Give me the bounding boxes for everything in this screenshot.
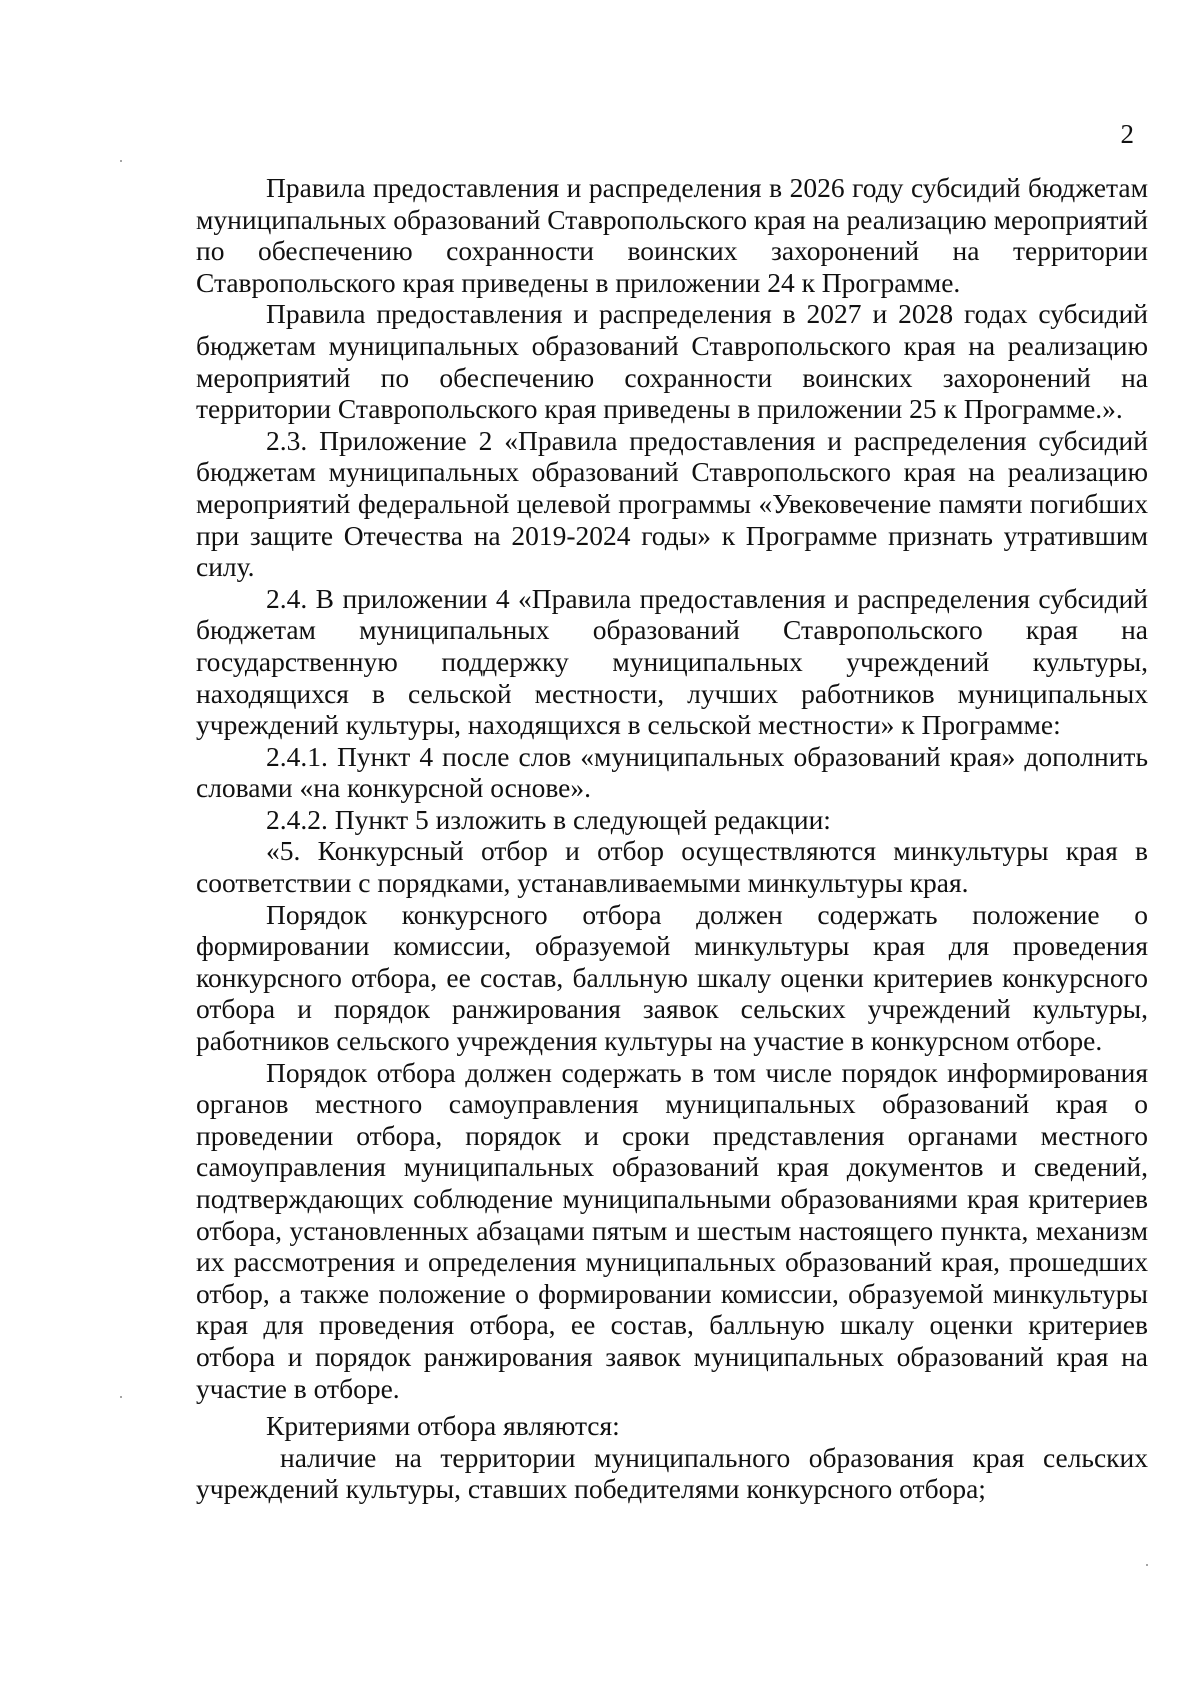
paragraph: «5. Конкурсный отбор и отбор осуществляются минкультуры края в соответствии с порядками, устанавливаемыми минкультуры края. bbox=[196, 835, 1148, 899]
paragraph: 2.3. Приложение 2 «Правила предоставления и распределения субсидий бюджетам муниципальных образований Ставропольского края на реализацию мероприятий федеральной целевой программы «Увековечение памяти погибших при защите Отечества на 2019-2024 годы» к Программе признать утратившим силу. bbox=[196, 424, 1148, 583]
scan-speck bbox=[1146, 1564, 1148, 1566]
paragraph: 2.4.2. Пункт 5 изложить в следующей редакции: bbox=[266, 803, 831, 835]
paragraph: 2.4. В приложении 4 «Правила предоставления и распределения субсидий бюджетам муниципальных образований Ставропольского края на государственную поддержку муниципальных учреждений культуры, находящихся в сельской местности, лучших работников муниципальных учреждений культуры, находящихся в сельской местности» к Программе: bbox=[196, 582, 1148, 741]
paragraph: Правила предоставления и распределения в 2026 году субсидий бюджетам муниципальных образований Ставропольского края на реализацию мероприятий по обеспечению сохранности воинских захоронений на территории Ставропольского края приведены в приложении 24 к Программе. bbox=[196, 172, 1148, 298]
paragraph: Порядок конкурсного отбора должен содержать положение о формировании комиссии, образуемой минкультуры края для проведения конкурсного отбора, ее состав, балльную шкалу оценки критериев конкурсного отбора и порядок ранжирования заявок сельских учреждений культуры, работников сельского учреждения культуры на участие в конкурсном отборе. bbox=[196, 898, 1148, 1057]
page-number: 2 bbox=[1120, 119, 1134, 149]
document-body bbox=[196, 172, 1148, 1505]
paragraph: наличие на территории муниципального образования края сельских учреждений культуры, ставших победителями конкурсного отбора; bbox=[196, 1441, 1148, 1505]
scan-speck bbox=[120, 160, 122, 162]
scan-speck bbox=[120, 1396, 122, 1398]
paragraph: Правила предоставления и распределения в 2027 и 2028 годах субсидий бюджетам муниципальных образований Ставропольского края на реализацию мероприятий по обеспечению сохранности воинских захоронений на территории Ставропольского края приведены в приложении 25 к Программе.». bbox=[196, 298, 1148, 425]
paragraph: Критериями отбора являются: bbox=[266, 1410, 620, 1442]
paragraph: 2.4.1. Пункт 4 после слов «муниципальных образований края» дополнить словами «на конкурсной основе». bbox=[196, 740, 1148, 804]
paragraph: Порядок отбора должен содержать в том числе порядок информирования органов местного самоуправления муниципальных образований края о проведении отбора, порядок и сроки представления органами местного самоуправления муниципальных образований края документов и сведений, подтверждающих соблюдение муниципальными образованиями края критериев отбора, установленных абзацами пятым и шестым настоящего пункта, механизм их рассмотрения и определения муниципальных образований края, прошедших отбор, а также положение о формировании комиссии, образуемой минкультуры края для проведения отбора, ее состав, балльную шкалу оценки критериев отбора и порядок ранжирования заявок муниципальных образований края на участие в отборе. bbox=[196, 1056, 1148, 1404]
